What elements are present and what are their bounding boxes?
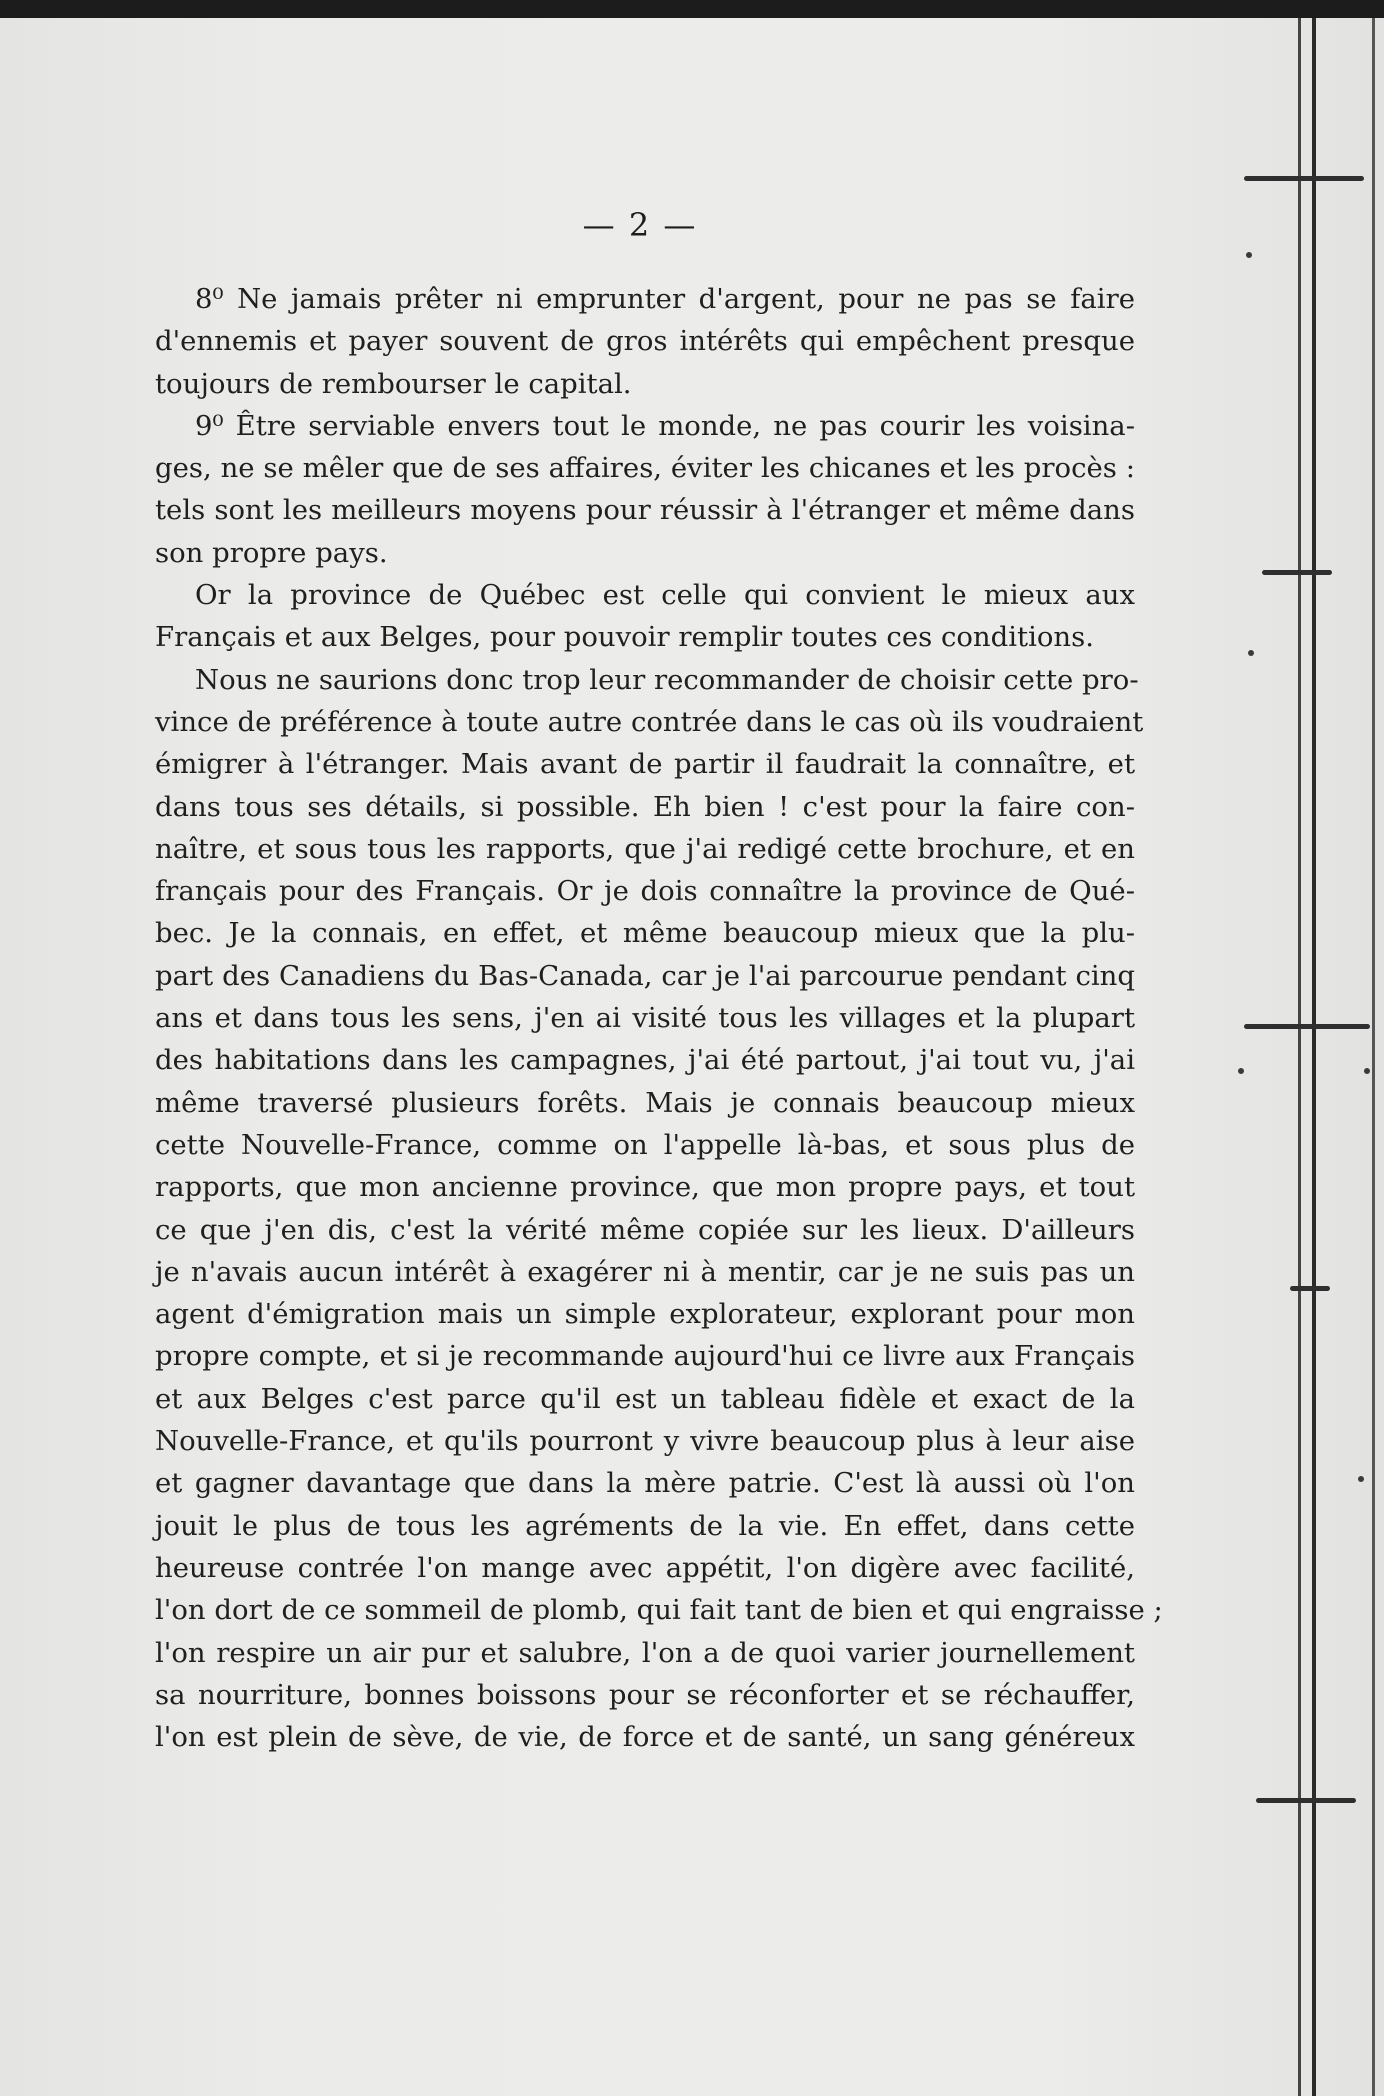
text-line: ans et dans tous les sens, j'en ai visité tous les villages et la plupart — [155, 1002, 1135, 1035]
binding-stitch — [1262, 570, 1332, 575]
paper-speck — [1248, 650, 1254, 656]
paragraph — [155, 405, 1135, 574]
text-line: son propre pays. — [155, 536, 388, 569]
paper-speck — [1364, 1068, 1370, 1074]
text-line: émigrer à l'étranger. Mais avant de partir il faudrait la connaître, et — [155, 748, 1135, 781]
text-line: vince de préférence à toute autre contrée dans le cas où ils voudraient — [155, 705, 1144, 738]
text-line: Or la province de Québec est celle qui convient le mieux aux — [195, 579, 1135, 612]
text-line: propre compte, et si je recommande aujourd'hui ce livre aux Français — [155, 1340, 1135, 1373]
text-line: Nouvelle-France, et qu'ils pourront y vivre beaucoup plus à leur aise — [155, 1425, 1135, 1458]
text-line: toujours de rembourser le capital. — [155, 367, 632, 400]
text-line: même traversé plusieurs forêts. Mais je connais beaucoup mieux — [155, 1086, 1135, 1119]
text-line: heureuse contrée l'on mange avec appétit, l'on digère avec facilité, — [155, 1551, 1135, 1584]
text-line: Français et aux Belges, pour pouvoir remplir toutes ces conditions. — [155, 621, 1095, 654]
text-line: des habitations dans les campagnes, j'ai été partout, j'ai tout vu, j'ai — [155, 1044, 1135, 1077]
text-line: Nous ne saurions donc trop leur recommander de choisir cette pro- — [195, 663, 1139, 696]
text-line: tels sont les meilleurs moyens pour réussir à l'étranger et même dans — [155, 494, 1135, 527]
paper-speck — [1238, 1068, 1244, 1074]
text-line: rapports, que mon ancienne province, que mon propre pays, et tout — [155, 1171, 1135, 1204]
text-line: 9⁰ Être serviable envers tout le monde, ne pas courir les voisina- — [195, 409, 1135, 442]
binding-stitch — [1256, 1798, 1356, 1803]
text-line: et aux Belges c'est parce qu'il est un tableau fidèle et exact de la — [155, 1382, 1135, 1415]
binding-stitch — [1244, 1024, 1370, 1029]
text-line: d'ennemis et payer souvent de gros intérêts qui empêchent presque — [155, 325, 1135, 358]
paper-speck — [1246, 252, 1252, 258]
text-line: naître, et sous tous les rapports, que j'ai redigé cette brochure, et en — [155, 832, 1135, 865]
text-line: ges, ne se mêler que de ses affaires, éviter les chicanes et les procès : — [155, 452, 1135, 485]
text-line: part des Canadiens du Bas-Canada, car je l'ai parcourue pendant cinq — [155, 959, 1135, 992]
text-line: sa nourriture, bonnes boissons pour se réconforter et se réchauffer, — [155, 1678, 1135, 1711]
text-line: jouit le plus de tous les agréments de la vie. En effet, dans cette — [155, 1509, 1135, 1542]
binding-edge-line — [1312, 18, 1316, 2096]
text-line: l'on est plein de sève, de vie, de force et de santé, un sang généreux — [155, 1721, 1135, 1754]
text-line: je n'avais aucun intérêt à exagérer ni à mentir, car je ne suis pas un — [155, 1255, 1135, 1288]
text-line: cette Nouvelle-France, comme on l'appelle là-bas, et sous plus de — [155, 1128, 1135, 1161]
paper-speck — [1358, 1476, 1364, 1482]
text-line: français pour des Français. Or je dois connaître la province de Qué- — [155, 875, 1135, 908]
text-line: l'on dort de ce sommeil de plomb, qui fait tant de bien et qui engraisse ; — [155, 1594, 1163, 1627]
scanned-page — [0, 18, 1384, 2096]
text-line: agent d'émigration mais un simple explorateur, explorant pour mon — [155, 1298, 1135, 1331]
text-line: dans tous ses détails, si possible. Eh bien ! c'est pour la faire con- — [155, 790, 1135, 823]
binding-edge-line — [1372, 18, 1375, 2096]
text-line: l'on respire un air pur et salubre, l'on a de quoi varier journellement — [155, 1636, 1135, 1669]
binding-stitch — [1244, 176, 1364, 181]
body-text — [155, 278, 1163, 1758]
paragraph — [155, 278, 1135, 405]
text-line: 8⁰ Ne jamais prêter ni emprunter d'argent, pour ne pas se faire — [195, 283, 1135, 315]
page-number: — 2 — — [582, 206, 698, 244]
text-line: et gagner davantage que dans la mère patrie. C'est là aussi où l'on — [155, 1467, 1135, 1500]
text-line: ce que j'en dis, c'est la vérité même copiée sur les lieux. D'ailleurs — [155, 1213, 1135, 1246]
binding-stitch — [1290, 1286, 1330, 1291]
text-line: bec. Je la connais, en effet, et même beaucoup mieux que la plu- — [155, 917, 1135, 950]
paragraph — [155, 659, 1163, 1759]
paragraph — [155, 574, 1135, 659]
binding-edge-line — [1298, 18, 1301, 2096]
